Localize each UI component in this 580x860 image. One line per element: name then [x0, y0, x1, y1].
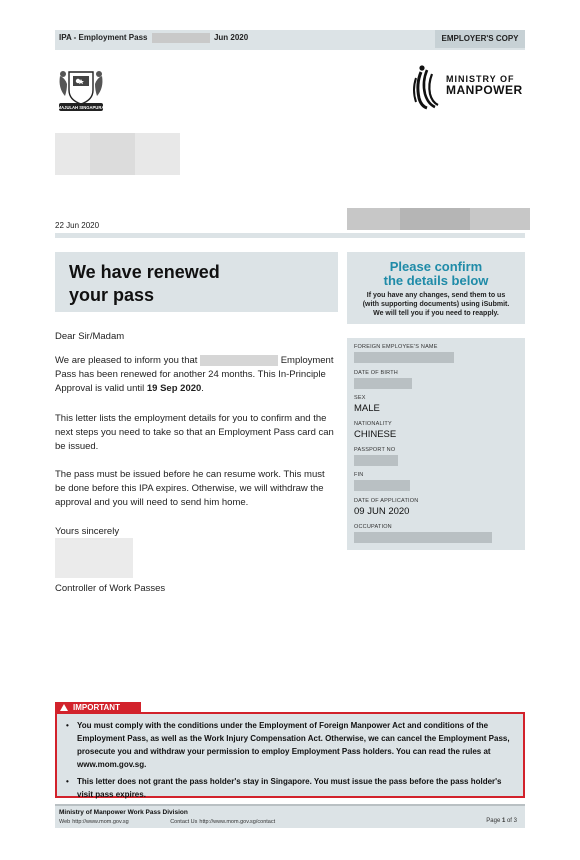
redacted-signature [55, 538, 133, 578]
signatory: Controller of Work Passes [55, 583, 166, 594]
doa-label: DATE OF APPLICATION [354, 498, 419, 504]
occupation-label: OCCUPATION [354, 524, 392, 530]
important-item: • You must comply with the conditions under the Employment of Foreign Manpower Act and conditions of the Employment Pass, as well as the Work Injury Compensation Act. Otherwise, we can cancel the Employment Pass, prosecute you and withdraw your permission to employ Employment Pass holders. You can read the rules at www.mom.gov.sg. [63, 719, 519, 771]
footer-web-link[interactable]: http://www.mom.gov.sg [72, 819, 129, 825]
important-item: • This letter does not grant the pass holder's stay in Singapore. You must issue the pass before the pass holder's visit pass expires. [63, 775, 519, 801]
singapore-crest-logo [55, 62, 107, 114]
ministry-line-1: MINISTRY OF [446, 74, 515, 84]
redacted-dob-value [354, 378, 412, 389]
copy-label: EMPLOYER'S COPY [435, 30, 525, 48]
field-nationality [354, 421, 396, 440]
paragraph-1-end: . [201, 383, 204, 394]
document-header [55, 30, 525, 48]
important-tab-label: IMPORTANT [73, 703, 120, 712]
field-fin [354, 472, 410, 491]
salutation: Dear Sir/Madam [55, 331, 125, 342]
nationality-value: CHINESE [354, 429, 397, 440]
important-list [63, 719, 519, 805]
ministry-line-2: MANPOWER [446, 83, 523, 97]
document-title [59, 33, 248, 43]
paragraph-1-start: We are pleased to inform you that [55, 355, 198, 366]
section-divider [55, 233, 525, 238]
document-title-prefix: IPA - Employment Pass [59, 33, 148, 43]
letter-date: 22 Jun 2020 [55, 221, 100, 230]
employee-name-label: FOREIGN EMPLOYEE'S NAME [354, 344, 438, 350]
confirm-title: Please confirm the details below [383, 259, 489, 288]
field-passport-no [354, 447, 398, 466]
document-title-suffix: Jun 2020 [213, 33, 249, 43]
important-notice [55, 712, 525, 798]
employee-details-panel [347, 338, 525, 550]
page-of: of [506, 818, 512, 824]
fin-label: FIN [354, 472, 364, 478]
redacted-address-part [90, 133, 135, 175]
sex-label: SEX [354, 395, 366, 401]
page-label: Page [486, 818, 501, 824]
confirm-details-box [347, 252, 525, 324]
field-date-of-birth [354, 370, 412, 389]
page-total: 3 [513, 818, 517, 824]
redacted-name [152, 33, 210, 43]
footer-contact-label: Contact Us [170, 819, 198, 825]
dob-label: DATE OF BIRTH [354, 370, 398, 376]
field-sex [354, 395, 380, 414]
sex-value: MALE [354, 403, 380, 414]
paragraph-1-middle: Employment Pass has been renewed for another 24 months. This In-Principle Approval is valid until [55, 355, 334, 394]
svg-text:MAJULAH SINGAPURA: MAJULAH SINGAPURA [57, 105, 105, 110]
footer-web [59, 819, 149, 825]
renewal-heading: We have renewed your pass [69, 262, 220, 305]
footer-links [59, 819, 315, 825]
passport-label: PASSPORT NO [354, 447, 396, 453]
page-current: 1 [501, 818, 506, 824]
nationality-label: NATIONALITY [354, 421, 392, 427]
important-tab [55, 702, 141, 714]
field-occupation [354, 524, 492, 543]
field-employee-name [354, 344, 454, 363]
redacted-reference-part [400, 208, 470, 230]
ministry-name [446, 74, 523, 96]
footer-division: Ministry of Manpower Work Pass Division [59, 809, 188, 816]
field-date-of-application [354, 498, 418, 517]
redacted-employee-name-value [354, 352, 454, 363]
warning-icon [60, 704, 68, 711]
header-divider [55, 48, 525, 50]
footer-contact-link[interactable]: http://www.mom.gov.sg/contact [199, 819, 276, 825]
paragraph-2: This letter lists the employment details for you to confirm and the next steps you need to take so that an Employment Pass card can be issued. [55, 413, 334, 452]
renewal-heading-box [55, 252, 338, 312]
footer-web-label: Web [59, 819, 71, 825]
paragraph-1 [55, 354, 335, 396]
confirm-note: If you have any changes, send them to us (with supporting documents) using iSubmit. We will tell you if you need to reapply. [362, 292, 510, 317]
redacted-employee-name [200, 355, 278, 366]
page-number [486, 818, 517, 824]
validity-date: 19 Sep 2020 [146, 383, 202, 394]
page-footer [55, 806, 525, 828]
redacted-passport-value [354, 455, 398, 466]
paragraph-3: The pass must be issued before he can resume work. This must be done before this IPA expires. Otherwise, we will withdraw the approval and you will need to send him home. [55, 469, 325, 508]
closing: Yours sincerely [55, 526, 120, 537]
redacted-fin-value [354, 480, 410, 491]
doa-value: 09 JUN 2020 [354, 506, 410, 517]
redacted-occupation-value [354, 532, 492, 543]
footer-contact [170, 819, 295, 825]
